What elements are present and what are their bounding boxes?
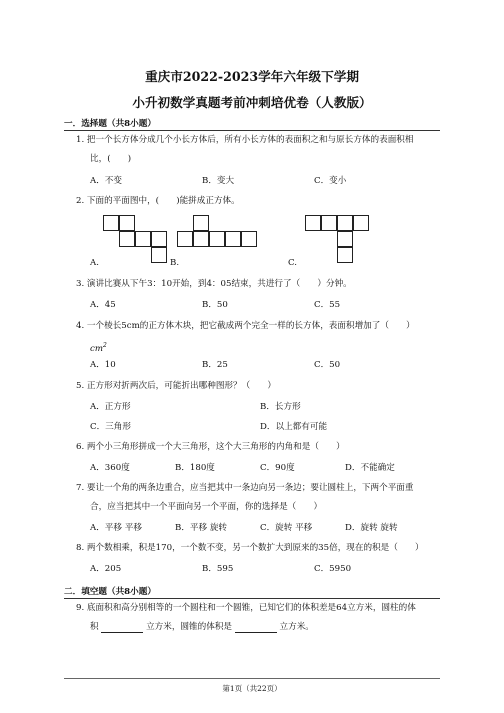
blank-cone-volume[interactable]: [235, 623, 277, 633]
q3-option-b[interactable]: B．50: [202, 300, 228, 310]
question-1-text: 1. 把一个长方体分成几个小长方体后，所有小长方体的表面积之和与原长方体的表面积相: [76, 135, 414, 145]
q4-option-c[interactable]: C．50: [314, 360, 341, 370]
q6-option-c[interactable]: C．90度: [260, 463, 295, 473]
q6-option-b[interactable]: B．180度: [175, 463, 215, 473]
q5-option-d[interactable]: D．以上都有可能: [260, 422, 328, 432]
q7-option-c[interactable]: C．旋转 平移: [260, 523, 313, 533]
question-7-text-cont: 合，应当把其中一个平面向另一个平面，你的选择是（ ）: [90, 502, 323, 512]
q1-option-a[interactable]: A．不变: [90, 176, 122, 186]
question-1-text-cont: 比，( ): [90, 154, 132, 164]
page-title: 重庆市2022-2023学年六年级下学期: [145, 69, 359, 84]
page-footer: 第1页（共22页）: [222, 684, 282, 693]
q5-option-c[interactable]: C．三角形: [90, 422, 131, 432]
q2-option-a[interactable]: A.: [90, 258, 99, 268]
q1-option-b[interactable]: B．变大: [202, 176, 235, 186]
question-9-text: 9. 底面积和高分别相等的一个圆柱和一个圆锥，已知它们的体积差是64立方米，圆柱的体: [76, 603, 416, 613]
q7-option-d[interactable]: D．旋转 旋转: [345, 523, 398, 533]
section-fill-heading: 二．填空题（共8小题）: [64, 587, 156, 597]
q8-option-c[interactable]: C．5950: [314, 564, 352, 574]
page-subtitle: 小升初数学真题考前冲刺培优卷（人教版）: [132, 95, 372, 110]
q3-option-c[interactable]: C．55: [314, 300, 341, 310]
q2-option-c[interactable]: C.: [288, 258, 298, 268]
divider: [64, 130, 440, 131]
q8-option-a[interactable]: A．205: [90, 564, 122, 574]
q4-option-b[interactable]: B．25: [202, 360, 228, 370]
q6-option-d[interactable]: D．不能确定: [345, 463, 395, 473]
q1-option-c[interactable]: C．变小: [314, 176, 347, 186]
question-4-text: 4. 一个棱长5cm的正方体木块，把它截成两个完全一样的长方体，表面积增加了（ ）: [76, 321, 415, 331]
q5-option-b[interactable]: B．长方形: [260, 402, 301, 412]
question-4-unit: $cm^2$: [90, 342, 107, 354]
question-8-text: 8. 两个数相乘，积是170，一个数不变，另一个数扩大到原来的35倍，现在的积是（ ）: [76, 543, 424, 553]
q5-option-a[interactable]: A．正方形: [90, 402, 131, 412]
section-choice-heading: 一．选择题（共8小题）: [64, 119, 156, 129]
q4-option-a[interactable]: A．10: [90, 360, 116, 370]
q2-option-b[interactable]: B.: [170, 258, 180, 268]
question-6-text: 6. 两个小三角形拼成一个大三角形，这个大三角形的内角和是（ ）: [76, 442, 345, 452]
question-9-text-cont: 积 立方米，圆锥的体积是 立方米。: [90, 622, 314, 632]
question-5-text: 5. 正方形对折两次后，可能折出哪种图形？（ ）: [76, 381, 276, 391]
q6-option-a[interactable]: A．360度: [90, 463, 130, 473]
q3-option-a[interactable]: A．45: [90, 300, 116, 310]
divider: [64, 598, 440, 599]
question-7-text: 7. 要让一个角的两条边重合，应当把其中一条边向另一条边；要让圆柱上，下两个平面重: [76, 483, 414, 493]
q7-option-a[interactable]: A．平移 平移: [90, 523, 142, 533]
question-2-text: 2. 下面的平面图中，( )能拼成正方体。: [76, 196, 240, 206]
question-3-text: 3. 演讲比赛从下午3：10开始，到4：05结束，共进行了（ ）分钟。: [76, 279, 352, 289]
footer-divider: [64, 678, 440, 679]
q8-option-b[interactable]: B．595: [202, 564, 234, 574]
q7-option-b[interactable]: B．平移 旋转: [175, 523, 228, 533]
blank-cylinder-volume[interactable]: [101, 623, 143, 633]
